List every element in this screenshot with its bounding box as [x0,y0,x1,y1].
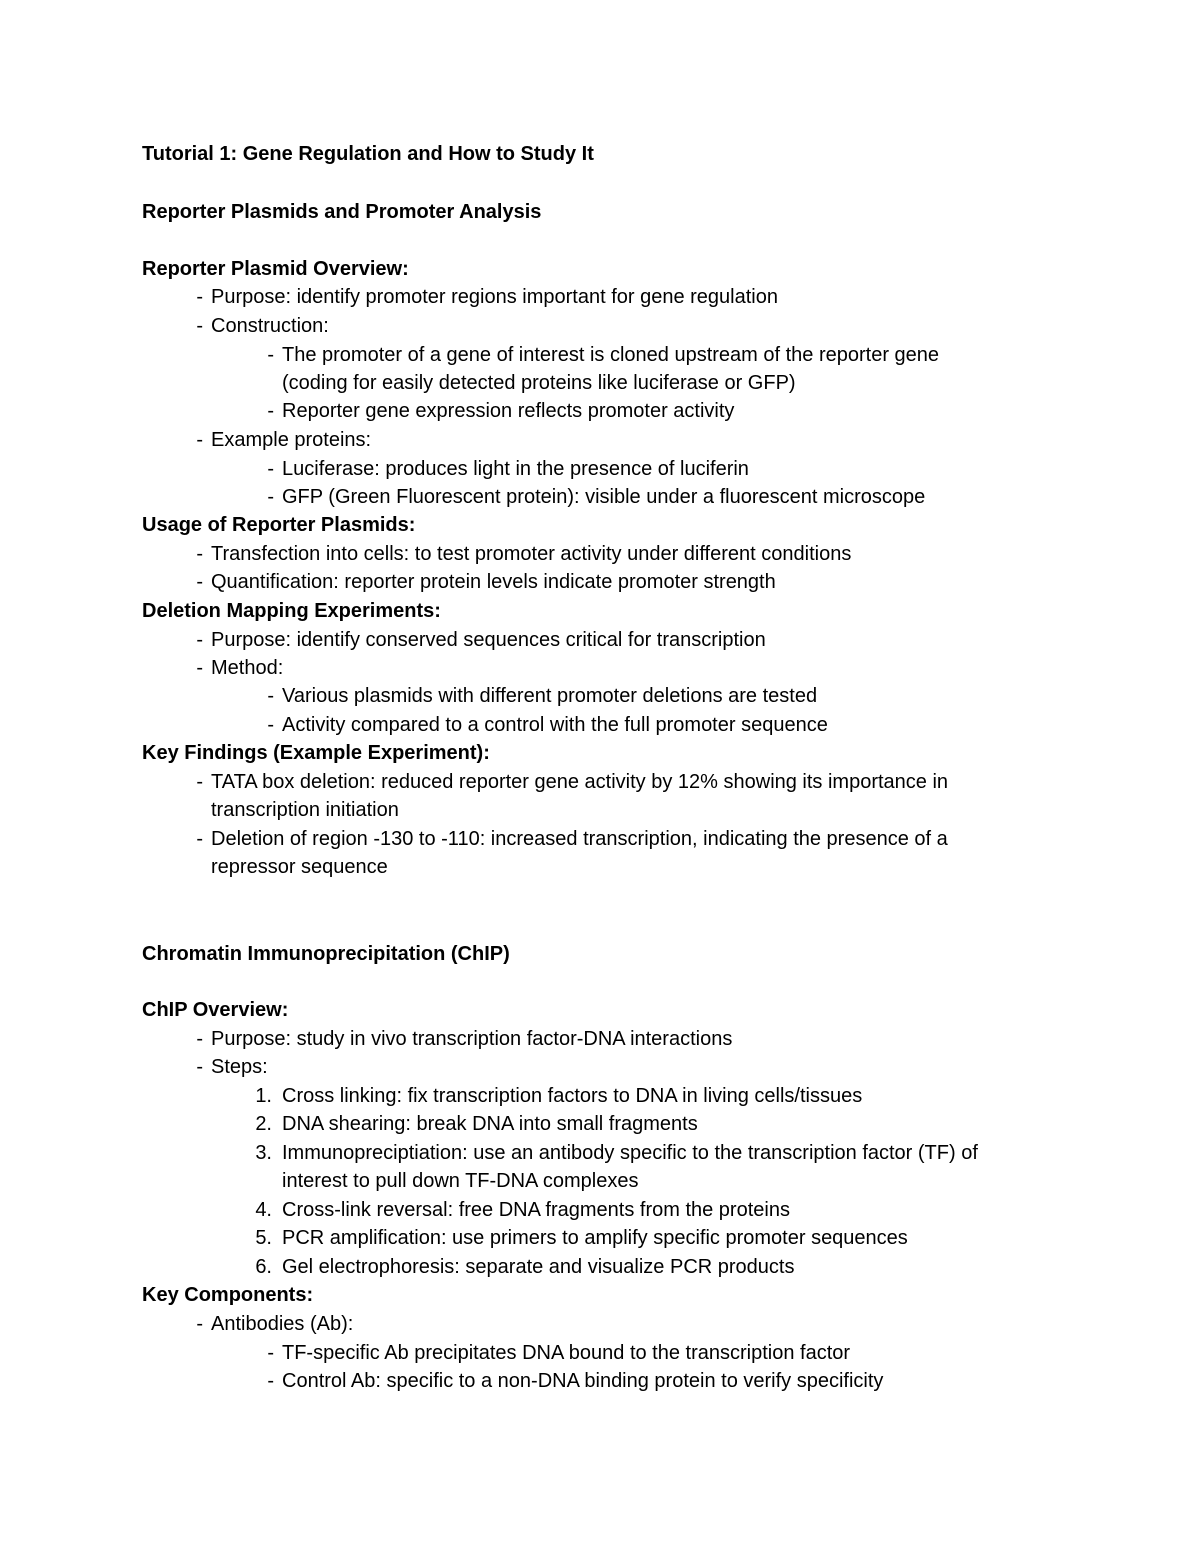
dash-marker: - [267,458,274,480]
dash-marker: - [267,344,274,366]
number-marker: 2. [255,1113,272,1135]
list-item-continuation: repressor sequence [211,856,388,878]
dash-marker: - [196,629,203,651]
dash-marker: - [267,1370,274,1392]
dash-marker: - [267,714,274,736]
document-page: Tutorial 1: Gene Regulation and How to Study It Reporter Plasmids and Promoter Analysis Reporter Plasmid Overview: - Purpose: identify promoter regions important for gene regulation - Construction: - The promoter of a gene of interest is cloned upstream of the reporter gene (coding for easily detected proteins like luciferase or GFP) - Reporter gene expression reflects promoter activity - Example proteins: - Luciferase: produces light in the presence of luciferin - GFP (Green Fluorescent protein): visible under a fluorescent microscope Usage of Reporter Plasmids: - Transfection into cells: to test promoter activity under different conditions - Quantification: reporter protein levels indicate promoter strength Deletion Mapping Experiments: - Purpose: identify conserved sequences critical for transcription - Method: - Various plasmids with different promoter deletions are tested - Activity compared to a control with the full promoter sequence Key Findings (Example Experiment): - TATA box deletion: reduced reporter gene activity by 12% showing its importance in transcription initiation - Deletion of region -130 to -110: increased transcription, indicating the presence of a repressor sequence Chromatin Immunoprecipitation (ChIP) ChIP Overview: - Purpose: study in vivo transcription factor-DNA interactions - Steps: 1. Cross linking: fix transcription factors to DNA in living cells/tissues 2. DNA shearing: break DNA into small fragments 3. Immunopreciptiation: use an antibody specific to the transcription factor (TF) of interest to pull down TF-DNA complexes 4. Cross-link reversal: free DNA fragments from the proteins 5. PCR amplification: use primers to amplify specific promoter sequences 6. Gel electrophoresis: separate and visualize PCR products Key Components: - Antibodies (Ab): - TF-specific Ab precipitates DNA bound to the transcription factor - Control Ab: specific to a non-DNA binding protein to verify specificity [0,0,1200,1553]
dash-marker: - [196,286,203,308]
number-marker: 6. [255,1256,272,1278]
subheading-reporter-overview: Reporter Plasmid Overview: [142,258,409,280]
document-title: Tutorial 1: Gene Regulation and How to Study It [142,143,594,165]
number-marker: 4. [255,1199,272,1221]
list-item-continuation: transcription initiation [211,799,399,821]
dash-marker: - [196,1028,203,1050]
dash-marker: - [267,685,274,707]
number-marker: 5. [255,1227,272,1249]
dash-marker: - [267,486,274,508]
dash-marker: - [196,543,203,565]
list-item-continuation: interest to pull down TF-DNA complexes [282,1170,639,1192]
subheading-chip-overview: ChIP Overview: [142,999,289,1021]
section-heading-chip: Chromatin Immunoprecipitation (ChIP) [142,943,510,965]
dash-marker: - [267,1342,274,1364]
list-item-continuation: (coding for easily detected proteins like luciferase or GFP) [282,372,796,394]
dash-marker: - [196,657,203,679]
dash-marker: - [196,315,203,337]
subheading-key-components: Key Components: [142,1284,314,1306]
dash-marker: - [196,771,203,793]
dash-marker: - [196,828,203,850]
number-marker: 3. [255,1142,272,1164]
number-marker: 1. [255,1085,272,1107]
dash-marker: - [196,429,203,451]
dash-marker: - [196,1056,203,1078]
subheading-deletion-mapping: Deletion Mapping Experiments: [142,600,441,622]
subheading-key-findings: Key Findings (Example Experiment): [142,742,490,764]
section-heading-reporter-plasmids: Reporter Plasmids and Promoter Analysis [142,201,542,223]
dash-marker: - [267,400,274,422]
dash-marker: - [196,1313,203,1335]
dash-marker: - [196,571,203,593]
subheading-usage: Usage of Reporter Plasmids: [142,514,416,536]
